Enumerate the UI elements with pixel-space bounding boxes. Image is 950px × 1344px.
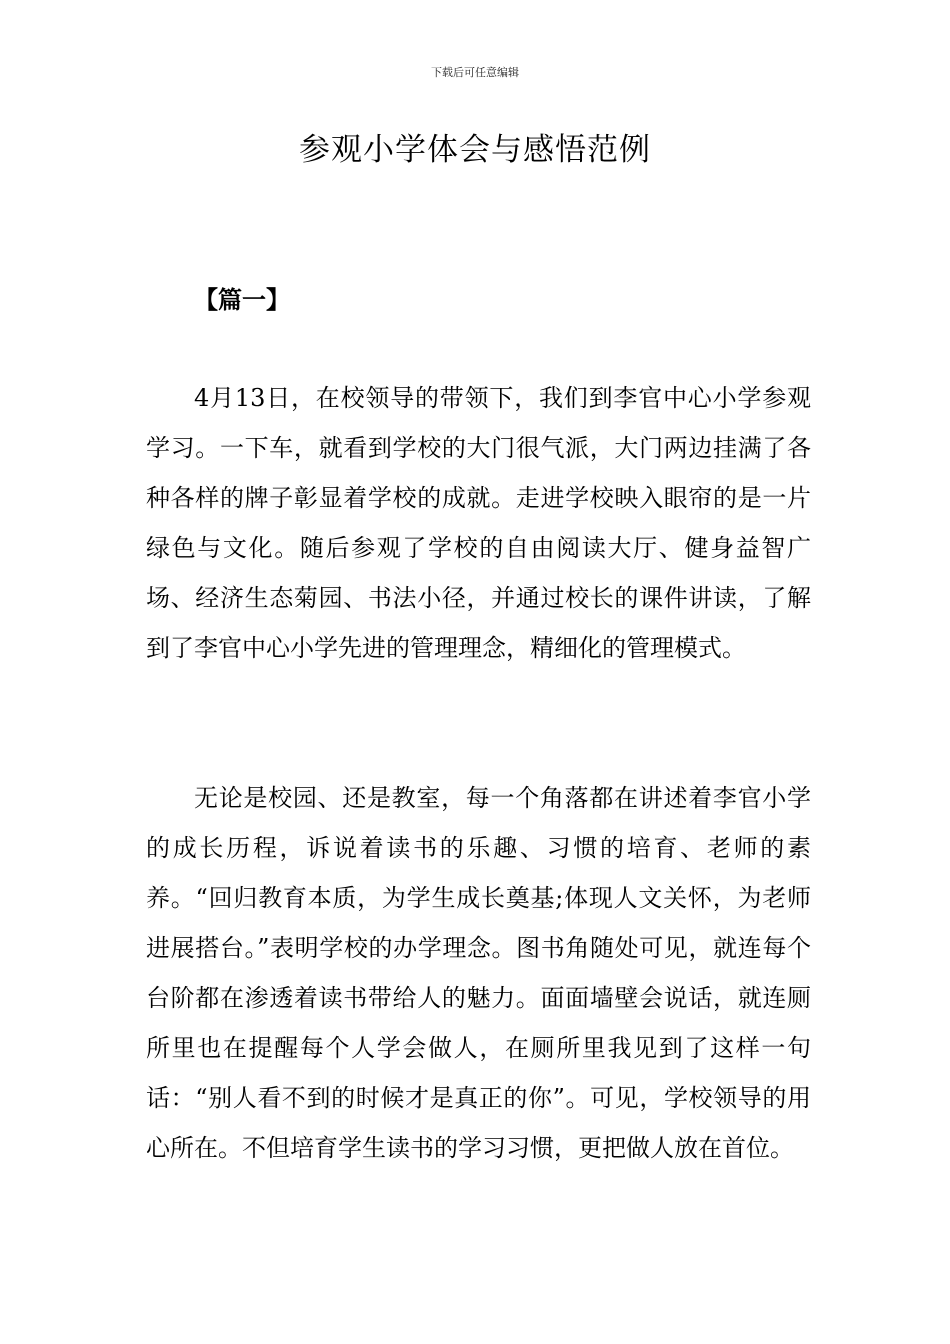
document-title: 参观小学体会与感悟范例: [299, 132, 651, 168]
paragraph-1: 4月13日，在校领导的带领下，我们到李官中心小学参观学习。一下车，就看到学校的大门很气派，大门两边挂满了各种各样的牌子彰显着学校的成就。走进学校映入眼帘的是一片绿色与文化。随后参观了学校的自由阅读大厅、健身益智广场、经济生态菊园、书法小径，并通过校长的课件讲读，了解到了李官中心小学先进的管理理念，精细化的管理模式。: [146, 384, 811, 662]
section-label: 【篇一】: [194, 285, 290, 314]
paragraph-2: 无论是校园、还是教室，每一个角落都在讲述着李官小学的成长历程，诉说着读书的乐趣、习惯的培育、老师的素养。“回归教育本质，为学生成长奠基;体现人文关怀，为老师进展搭台。”表明学校的办学理念。图书角随处可见，就连每个台阶都在渗透着读书带给人的魅力。面面墙壁会说话，就连厕所里也在提醒每个人学会做人，在厕所里我见到了这样一句话：“别人看不到的时候才是真正的你”。可见，学校领导的用心所在。不但培育学生读书的学习习惯，更把做人放在首位。: [146, 784, 811, 1162]
header-note: 下载后可任意编辑: [431, 66, 519, 79]
